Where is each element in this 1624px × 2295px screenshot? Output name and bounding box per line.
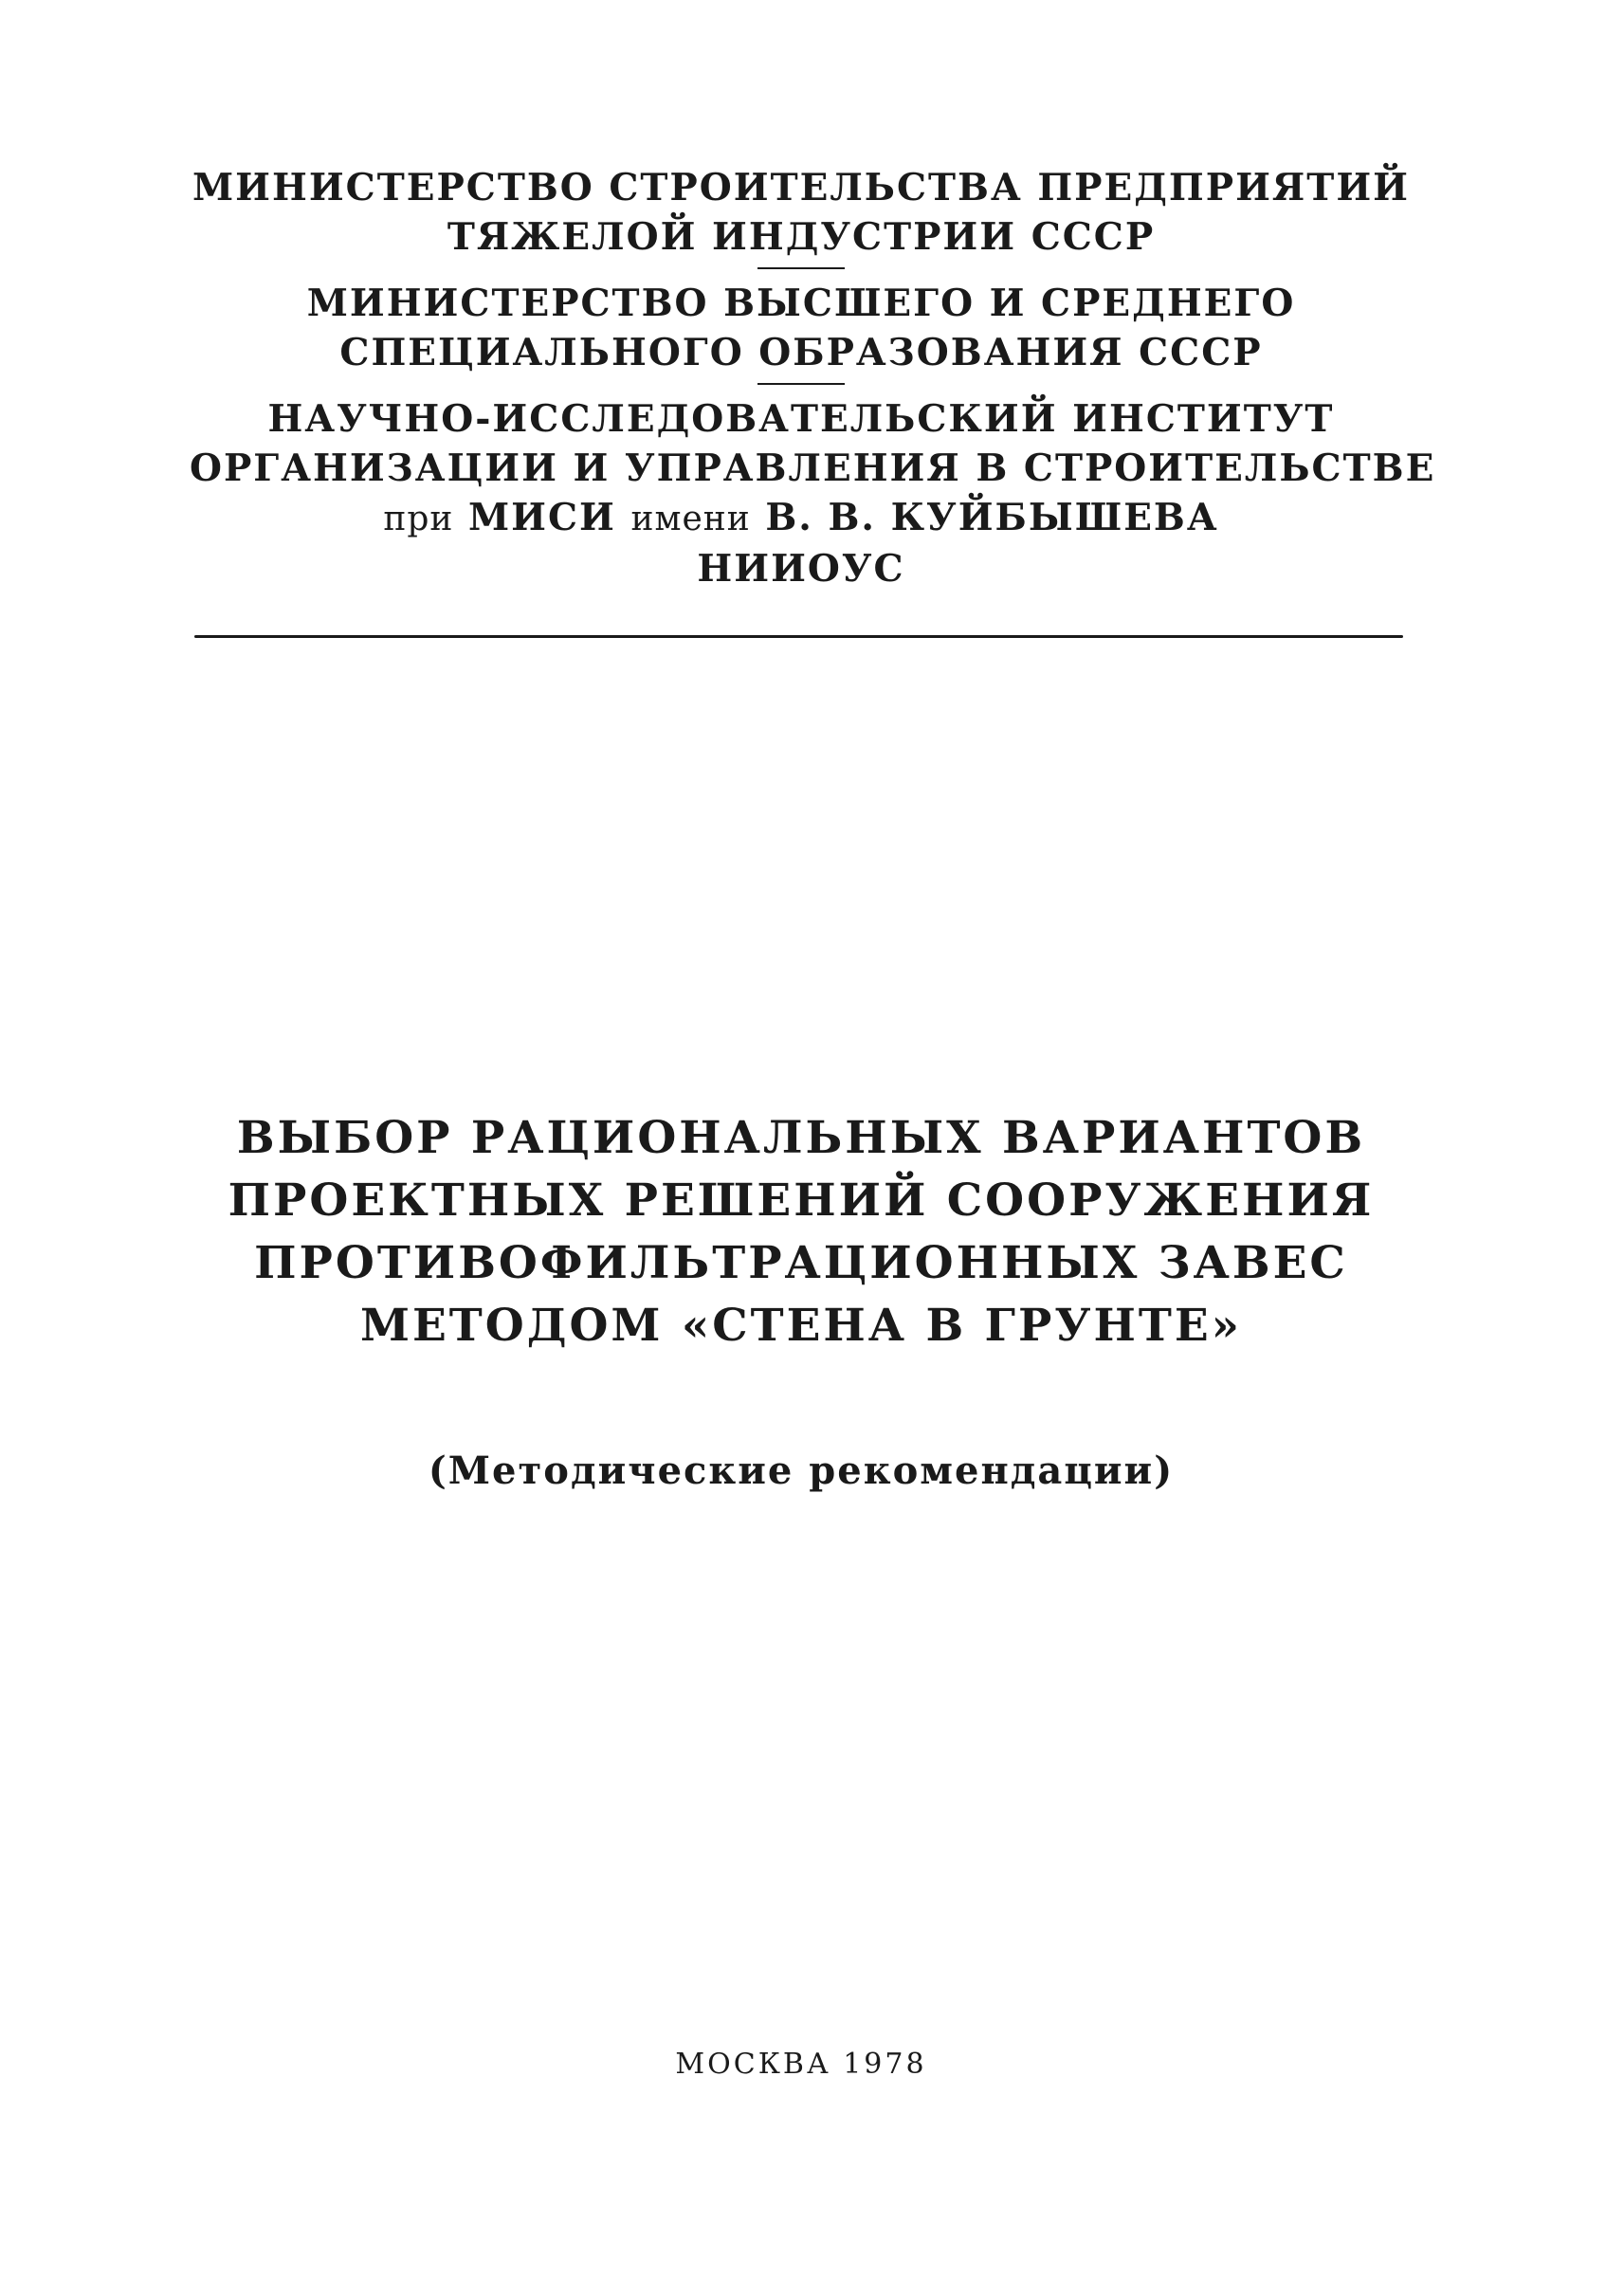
imprint-place-year: МОСКВА 1978 (675, 2048, 927, 2081)
title-line4: МЕТОДОМ «СТЕНА В ГРУНТЕ» (359, 1300, 1243, 1352)
institute-line1: НАУЧНО-ИССЛЕДОВАТЕЛЬСКИЙ ИНСТИТУТ (267, 397, 1335, 441)
header-rule (194, 635, 1403, 638)
institute-abbreviation: НИИОУС (697, 547, 905, 591)
document-subtitle: (Методические рекомендации) (428, 1448, 1175, 1493)
institute-line3-pri: при (383, 500, 454, 538)
institute-line3-name: В. В. КУЙБЫШЕВА (765, 496, 1219, 539)
ministry-education-line2: СПЕЦИАЛЬНОГО ОБРАЗОВАНИЯ СССР (339, 331, 1263, 374)
ministry-construction-line2: ТЯЖЕЛОЙ ИНДУСТРИИ СССР (447, 215, 1156, 259)
institute (190, 394, 1436, 593)
title-line3: ПРОТИВОФИЛЬТРАЦИОННЫХ ЗАВЕС (254, 1237, 1348, 1289)
institute-line2: ОРГАНИЗАЦИИ И УПРАВЛЕНИЯ В СТРОИТЕЛЬСТВЕ (190, 446, 1436, 490)
institute-line3 (190, 493, 1413, 544)
header-block (190, 163, 1436, 593)
institute-line3-imeni: имени (630, 500, 751, 538)
header-separator (757, 383, 845, 385)
document-title (190, 1107, 1413, 1357)
ministry-construction (190, 163, 1413, 262)
title-line1: ВЫБОР РАЦИОНАЛЬНЫХ ВАРИАНТОВ (236, 1112, 1366, 1164)
institute-line3-misi: МИСИ (467, 496, 616, 539)
ministry-construction-line1: МИНИСТЕРСТВО СТРОИТЕЛЬСТВА ПРЕДПРИЯТИЙ (192, 166, 1411, 209)
ministry-education (190, 279, 1413, 377)
title-line2: ПРОЕКТНЫХ РЕШЕНИЙ СООРУЖЕНИЯ (228, 1175, 1375, 1227)
ministry-education-line1: МИНИСТЕРСТВО ВЫСШЕГО И СРЕДНЕГО (306, 282, 1296, 325)
header-separator (757, 267, 845, 269)
